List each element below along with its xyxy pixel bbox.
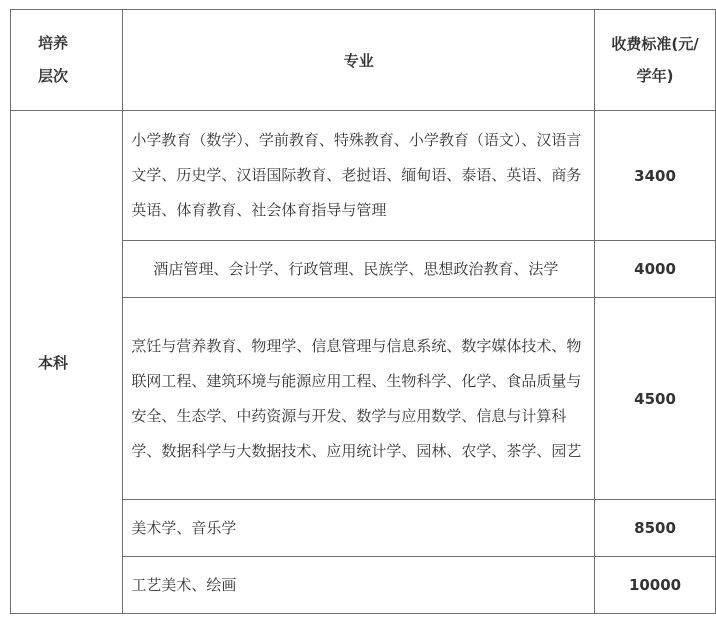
header-fee-text: 收费标准(元/学年) [611,35,699,85]
fee-cell: 3400 [595,111,716,241]
fee-cell: 10000 [595,557,716,614]
header-level-text: 培养层次 [38,34,69,85]
header-fee [595,10,716,111]
major-cell: 小学教育（数学）、学前教育、特殊教育、小学教育（语文）、汉语言文学、历史学、汉语国际教育、老挝语、缅甸语、泰语、英语、商务英语、体育教育、社会体育指导与管理 [123,111,595,241]
fee-cell: 4000 [595,241,716,298]
fee-cell: 8500 [595,500,716,557]
major-cell: 美术学、音乐学 [123,500,595,557]
fee-table [10,9,716,614]
major-cell: 工艺美术、绘画 [123,557,595,614]
header-major: 专业 [123,10,595,111]
level-cell: 本科 [11,111,123,614]
header-level [11,10,123,111]
major-cell: 烹饪与营养教育、物理学、信息管理与信息系统、数字媒体技术、物联网工程、建筑环境与能源应用工程、生物科学、化学、食品质量与安全、生态学、中药资源与开发、数学与应用数学、信息与计算科学、数据科学与大数据技术、应用统计学、园林、农学、茶学、园艺 [123,298,595,500]
header-row [11,10,716,111]
fee-table-wrapper [10,9,716,614]
major-cell: 酒店管理、会计学、行政管理、民族学、思想政治教育、法学 [123,241,595,298]
table-row [11,111,716,241]
fee-cell: 4500 [595,298,716,500]
